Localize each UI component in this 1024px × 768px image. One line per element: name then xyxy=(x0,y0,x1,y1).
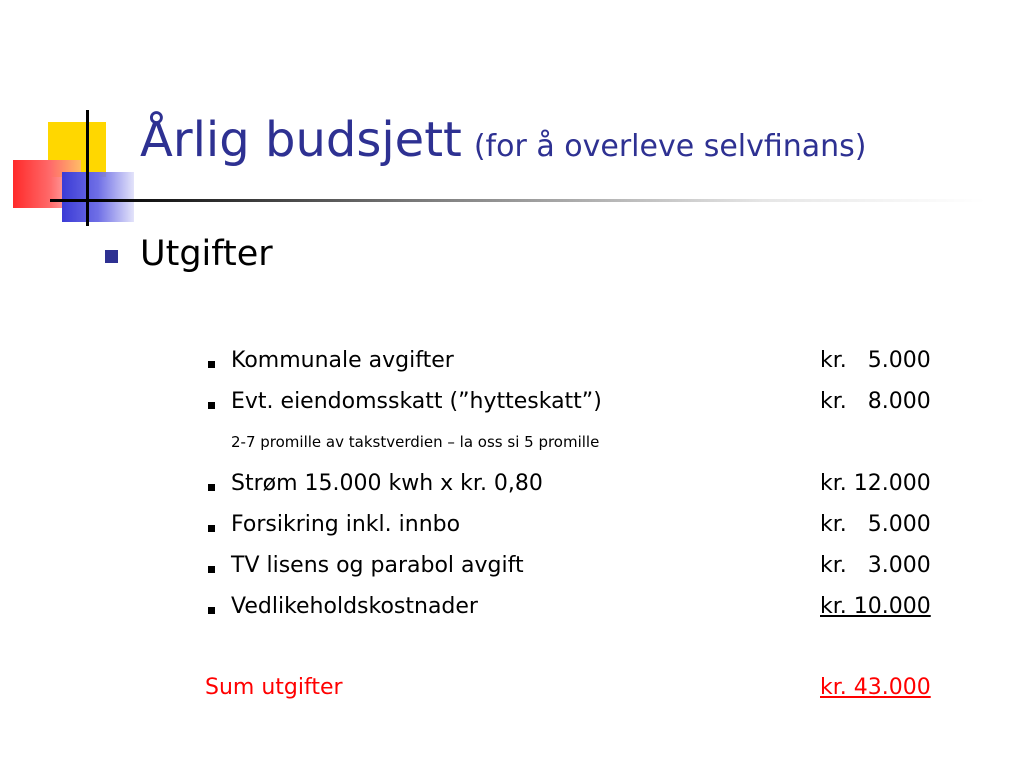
item-label: TV lisens og parabol avgift xyxy=(231,553,524,578)
sum-label: Sum utgifter xyxy=(205,675,343,700)
item-label: Strøm 15.000 kwh x kr. 0,80 xyxy=(231,471,543,496)
slide-title xyxy=(140,112,867,168)
note-text: 2-7 promille av takstverdien – la oss si 5 promille xyxy=(231,433,600,451)
title-main: Årlig budsjett xyxy=(140,112,462,168)
list-item xyxy=(205,591,965,632)
item-amount: kr. 12.000 xyxy=(820,471,931,496)
item-note xyxy=(205,427,965,468)
list-item xyxy=(205,509,965,550)
budget-list xyxy=(205,345,965,713)
list-item xyxy=(205,386,965,427)
list-item xyxy=(205,345,965,386)
sum-row xyxy=(205,672,965,713)
square-bullet-icon xyxy=(208,402,215,409)
square-bullet-icon xyxy=(208,361,215,368)
item-amount: kr. 10.000 xyxy=(820,594,931,619)
item-label: Kommunale avgifter xyxy=(231,348,454,373)
title-subtitle: (for å overleve selvfinans) xyxy=(473,129,867,164)
item-amount: kr. 5.000 xyxy=(820,512,931,537)
title-divider xyxy=(96,199,986,202)
square-bullet-icon xyxy=(208,607,215,614)
square-bullet-icon xyxy=(105,250,118,263)
slide-logo-graphic xyxy=(0,0,150,240)
item-label: Vedlikeholdskostnader xyxy=(231,594,478,619)
logo-vertical-line xyxy=(86,110,89,226)
sum-amount: kr. 43.000 xyxy=(820,675,931,700)
item-label: Forsikring inkl. innbo xyxy=(231,512,461,537)
item-label: Evt. eiendomsskatt (”hytteskatt”) xyxy=(231,389,602,414)
section-bullet xyxy=(105,234,273,274)
list-item xyxy=(205,550,965,591)
square-bullet-icon xyxy=(208,566,215,573)
section-heading: Utgifter xyxy=(140,234,273,274)
list-item xyxy=(205,468,965,509)
item-amount: kr. 8.000 xyxy=(820,389,931,414)
square-bullet-icon xyxy=(208,525,215,532)
item-amount: kr. 5.000 xyxy=(820,348,931,373)
square-bullet-icon xyxy=(208,484,215,491)
logo-blue-square xyxy=(62,172,134,222)
spacer xyxy=(205,632,965,672)
item-amount: kr. 3.000 xyxy=(820,553,931,578)
